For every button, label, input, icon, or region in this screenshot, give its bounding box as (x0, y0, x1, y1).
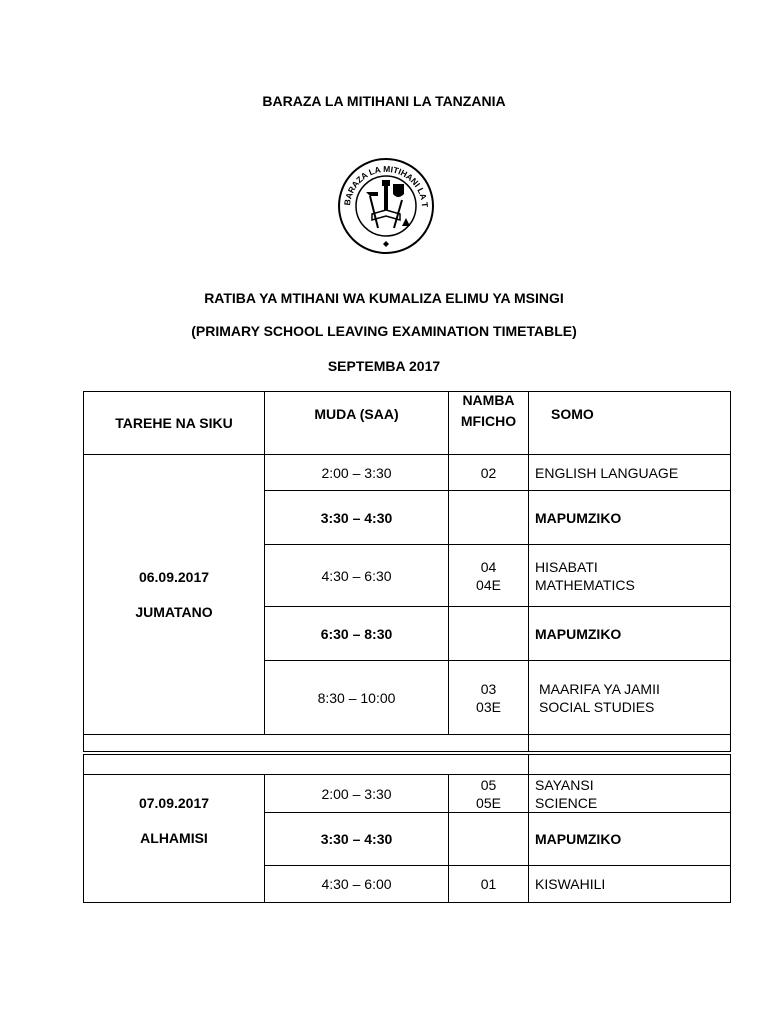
time-cell: 2:00 – 3:30 (265, 775, 449, 813)
time-cell: 4:30 – 6:30 (265, 545, 449, 607)
code-cell: 01 (449, 866, 529, 903)
separator-cell (529, 753, 731, 775)
table-row (84, 455, 731, 491)
code-line2: 05E (476, 794, 501, 811)
time-cell: 4:30 – 6:00 (265, 866, 449, 903)
subject-cell: MAPUMZIKO (529, 491, 731, 545)
code-line1: 03 (480, 680, 497, 697)
separator-cell (529, 735, 731, 753)
timetable-title-english: (PRIMARY SCHOOL LEAVING EXAMINATION TIMETABLE) (191, 323, 577, 339)
header-time: MUDA (SAA) (265, 392, 449, 455)
time-cell: 8:30 – 10:00 (265, 661, 449, 735)
seal-icon (336, 156, 436, 256)
subject-cell: ENGLISH LANGUAGE (529, 455, 731, 491)
header-code-line1: NAMBA (462, 392, 515, 408)
day1-day: JUMATANO (135, 604, 213, 620)
day2-day: ALHAMISI (140, 830, 208, 846)
code-line1: 05 (480, 776, 497, 793)
header-date: TAREHE NA SIKU (84, 392, 265, 455)
header-subject: SOMO (529, 392, 731, 455)
subject-cell: KISWAHILI (529, 866, 731, 903)
subject-line2: SCIENCE (535, 794, 598, 811)
code-line2: 04E (476, 576, 501, 593)
subject-cell: MAPUMZIKO (529, 813, 731, 866)
timetable-title-swahili: RATIBA YA MTIHANI WA KUMALIZA ELIMU YA MSINGI (204, 290, 564, 306)
header-code (449, 392, 529, 455)
day1-date-cell (84, 455, 265, 735)
code-cell (449, 545, 529, 607)
subject-cell (529, 545, 731, 607)
time-cell: 2:00 – 3:30 (265, 455, 449, 491)
organization-title: BARAZA LA MITIHANI LA TANZANIA (262, 93, 506, 109)
day1-date: 06.09.2017 (138, 569, 210, 585)
code-cell (449, 775, 529, 813)
code-cell: 02 (449, 455, 529, 491)
time-cell: 6:30 – 8:30 (265, 607, 449, 661)
code-cell (449, 813, 529, 866)
separator-row (84, 753, 731, 775)
subject-cell (529, 661, 731, 735)
code-line2: 03E (476, 698, 501, 715)
time-cell: 3:30 – 4:30 (265, 813, 449, 866)
time-cell: 3:30 – 4:30 (265, 491, 449, 545)
svg-text:BARAZA LA MITIHANI LA TANZANIA: BARAZA LA MITIHANI LA T (342, 163, 431, 208)
code-cell (449, 491, 529, 545)
day2-date-cell (84, 775, 265, 903)
day2-date: 07.09.2017 (138, 795, 210, 811)
code-line1: 04 (480, 558, 497, 575)
timetable-date: SEPTEMBA 2017 (327, 358, 441, 374)
table-row (84, 775, 731, 813)
code-cell (449, 607, 529, 661)
subject-line2: SOCIAL STUDIES (539, 698, 655, 715)
subject-line1: MAARIFA YA JAMII (539, 680, 660, 697)
subject-line1: SAYANSI (535, 776, 594, 793)
separator-cell (84, 735, 529, 753)
exam-timetable (83, 391, 731, 903)
subject-line2: MATHEMATICS (535, 576, 635, 593)
exam-council-seal-logo (336, 156, 436, 256)
separator-cell (84, 753, 529, 775)
code-cell (449, 661, 529, 735)
subject-cell (529, 775, 731, 813)
subject-cell: MAPUMZIKO (529, 607, 731, 661)
separator-row (84, 735, 731, 753)
table-header-row (84, 392, 731, 455)
subject-line1: HISABATI (535, 558, 598, 575)
header-code-line2: MFICHO (460, 413, 517, 429)
